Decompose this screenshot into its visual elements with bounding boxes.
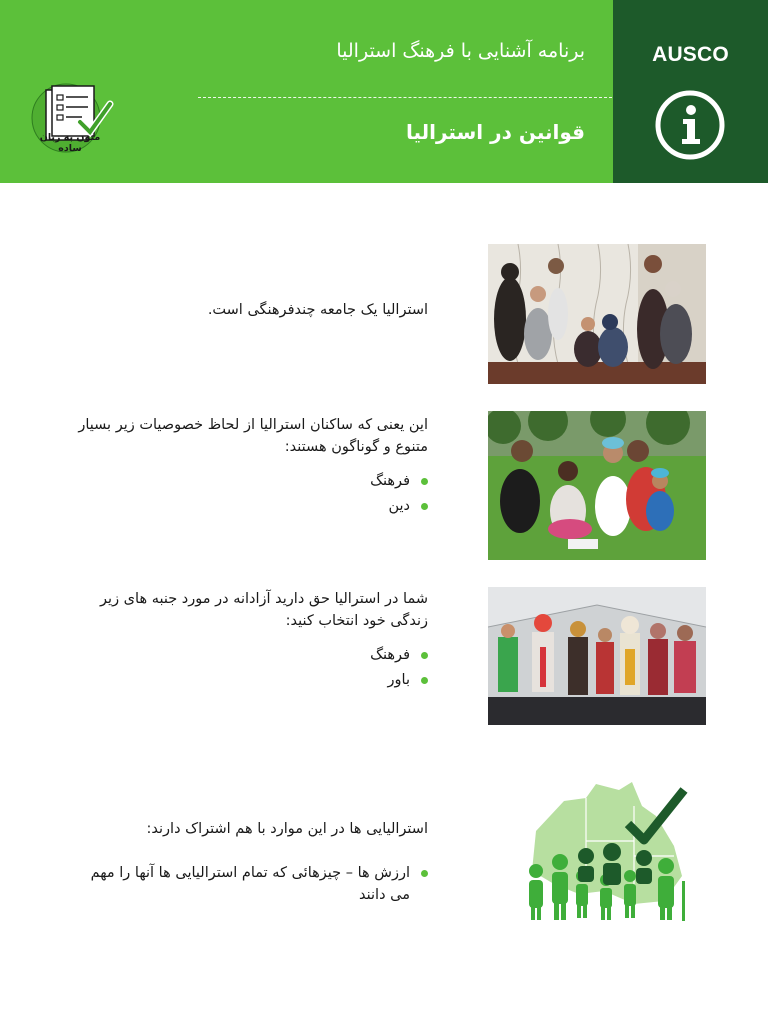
photo-family-gathering [488, 244, 706, 384]
block-text: این یعنی که ساکنان استرالیا از لحاظ خصوصیات زیر بسیار متنوع و گوناگون هستند: [78, 417, 428, 455]
list-item: ارزش ها – چیزهائی که تمام استرالیایی ها آنها را مهم می دانند [68, 862, 428, 906]
brand-logo: AUSCO [652, 43, 729, 66]
photo-family-picnic [488, 411, 706, 560]
header-divider [198, 97, 612, 98]
content-block-1 [68, 299, 428, 321]
info-icon [654, 89, 726, 161]
photo-cultural-performance [488, 587, 706, 725]
content-block-2 [68, 414, 428, 520]
bullet-list [68, 644, 428, 691]
australia-people-icon [524, 776, 694, 936]
brand-panel [613, 0, 768, 183]
bullet-list [68, 470, 428, 517]
content-block-3 [68, 588, 428, 694]
content-block-4 [68, 818, 428, 909]
bullet-list [68, 862, 428, 906]
list-item: دین [68, 495, 428, 517]
checklist-caption: متون به زبان ساده [39, 132, 101, 154]
header-bar [0, 0, 613, 183]
block-text: استرالیایی ها در این موارد با هم اشتراک دارند: [146, 821, 428, 837]
block-text: استرالیا یک جامعه چندفرهنگی است. [207, 302, 428, 318]
section-title: قوانین در استرالیا [405, 120, 585, 144]
list-item: فرهنگ [68, 470, 428, 492]
list-item: فرهنگ [68, 644, 428, 666]
list-item: باور [68, 669, 428, 691]
block-text: شما در استرالیا حق دارید آزادانه در مورد جنبه های زیر زندگی خود انتخاب کنید: [100, 591, 428, 629]
program-title: برنامه آشنایی با فرهنگ استرالیا [336, 40, 585, 62]
